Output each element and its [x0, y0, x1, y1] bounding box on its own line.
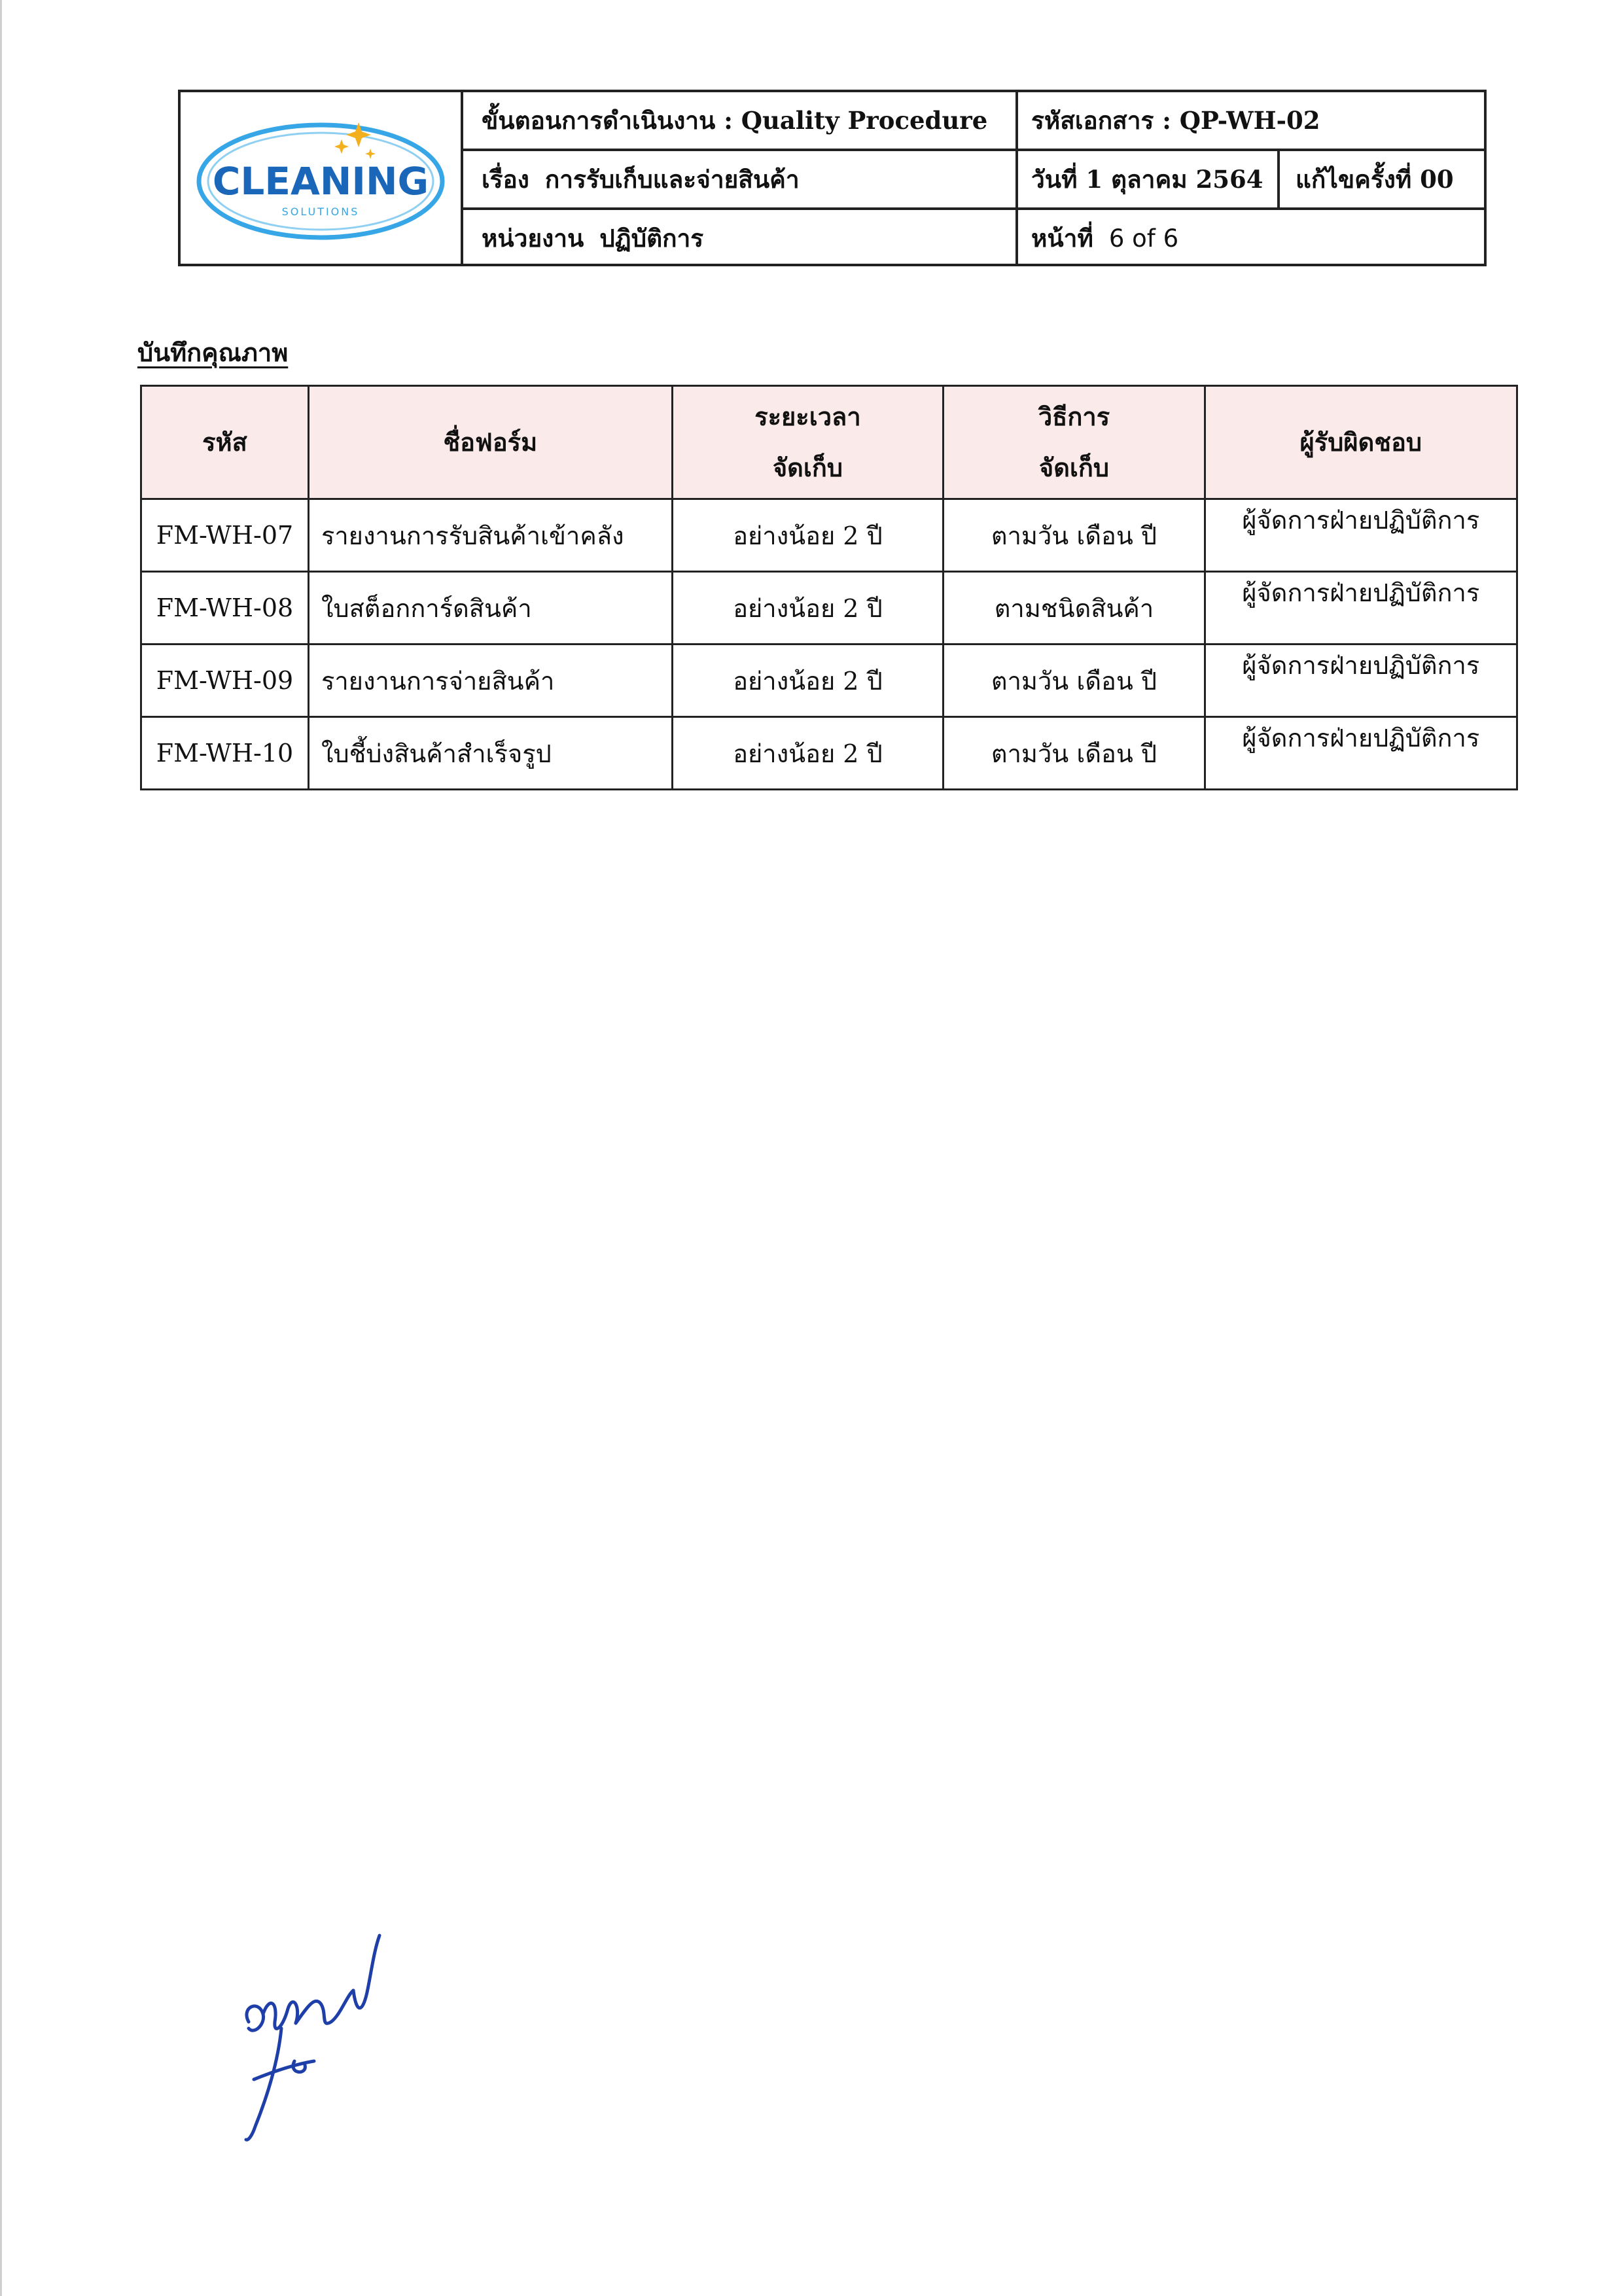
subject-value: การรับเก็บและจ่ายสินค้า: [544, 164, 800, 194]
table-row: [141, 645, 1517, 717]
table-row: [141, 499, 1517, 572]
row-code: FM-WH-07: [141, 499, 309, 572]
row-form-name: รายงานการรับสินค้าเข้าคลัง: [308, 499, 672, 572]
row-code: FM-WH-09: [141, 645, 309, 717]
row-form-name: ใบสต็อกการ์ดสินค้า: [308, 572, 672, 645]
section-title: บันทึกคุณภาพ: [137, 338, 289, 367]
row-form-name: ใบชี้บ่งสินค้าสำเร็จรูป: [308, 717, 672, 790]
department-label: หน่วยงาน: [482, 223, 584, 253]
header-divider: [1015, 92, 1018, 264]
table-header-row: [141, 386, 1517, 499]
col-header-code: รหัส: [141, 386, 309, 499]
subject: [482, 151, 800, 207]
effective-date: วันที่ 1 ตุลาคม 2564: [1031, 164, 1263, 194]
row-storage-method: ตามวัน เดือน ปี: [944, 499, 1205, 572]
row-retention-period: อย่างน้อย 2 ปี: [672, 645, 944, 717]
quality-records-table: [140, 385, 1518, 790]
row-responsible: ผู้จัดการฝ่ายปฏิบัติการ: [1205, 499, 1517, 572]
header-divider-short: [1277, 149, 1280, 207]
scan-edge: [0, 0, 2, 2296]
logo-sub: SOLUTIONS: [281, 205, 360, 218]
document-code: รหัสเอกสาร : QP-WH-02: [1031, 105, 1320, 135]
col-header-storage-method: วิธีการ จัดเก็บ: [944, 386, 1205, 499]
row-responsible: ผู้จัดการฝ่ายปฏิบัติการ: [1205, 717, 1517, 790]
row-form-name: รายงานการจ่ายสินค้า: [308, 645, 672, 717]
row-storage-method: ตามวัน เดือน ปี: [944, 645, 1205, 717]
page-value: 6 of 6: [1108, 224, 1179, 253]
procedure-title: ขั้นตอนการดำเนินงาน : Quality Procedure: [482, 105, 988, 135]
row-storage-method: ตามชนิดสินค้า: [944, 572, 1205, 645]
col-header-retention-period: ระยะเวลา จัดเก็บ: [672, 386, 944, 499]
row-retention-period: อย่างน้อย 2 ปี: [672, 499, 944, 572]
row-storage-method: ตามวัน เดือน ปี: [944, 717, 1205, 790]
cleaning-solutions-logo: [190, 111, 451, 248]
col-header-responsible: ผู้รับผิดชอบ: [1205, 386, 1517, 499]
table-row: [141, 572, 1517, 645]
logo-word: CLEANING: [212, 159, 429, 203]
row-responsible: ผู้จัดการฝ่ายปฏิบัติการ: [1205, 645, 1517, 717]
revision-number: แก้ไขครั้งที่ 00: [1296, 164, 1454, 194]
row-code: FM-WH-10: [141, 717, 309, 790]
page-label: หน้าที่: [1031, 223, 1093, 253]
handwritten-signature: [222, 1930, 406, 2153]
row-retention-period: อย่างน้อย 2 ปี: [672, 572, 944, 645]
row-code: FM-WH-08: [141, 572, 309, 645]
department: [482, 210, 703, 266]
subject-label: เรื่อง: [482, 164, 529, 194]
row-responsible: ผู้จัดการฝ่ายปฏิบัติการ: [1205, 572, 1517, 645]
document-header: [178, 90, 1487, 266]
table-row: [141, 717, 1517, 790]
department-value: ปฏิบัติการ: [599, 223, 704, 253]
logo-cell: [181, 92, 463, 264]
page-number: [1031, 210, 1178, 266]
col-header-form-name: ชื่อฟอร์ม: [308, 386, 672, 499]
row-retention-period: อย่างน้อย 2 ปี: [672, 717, 944, 790]
